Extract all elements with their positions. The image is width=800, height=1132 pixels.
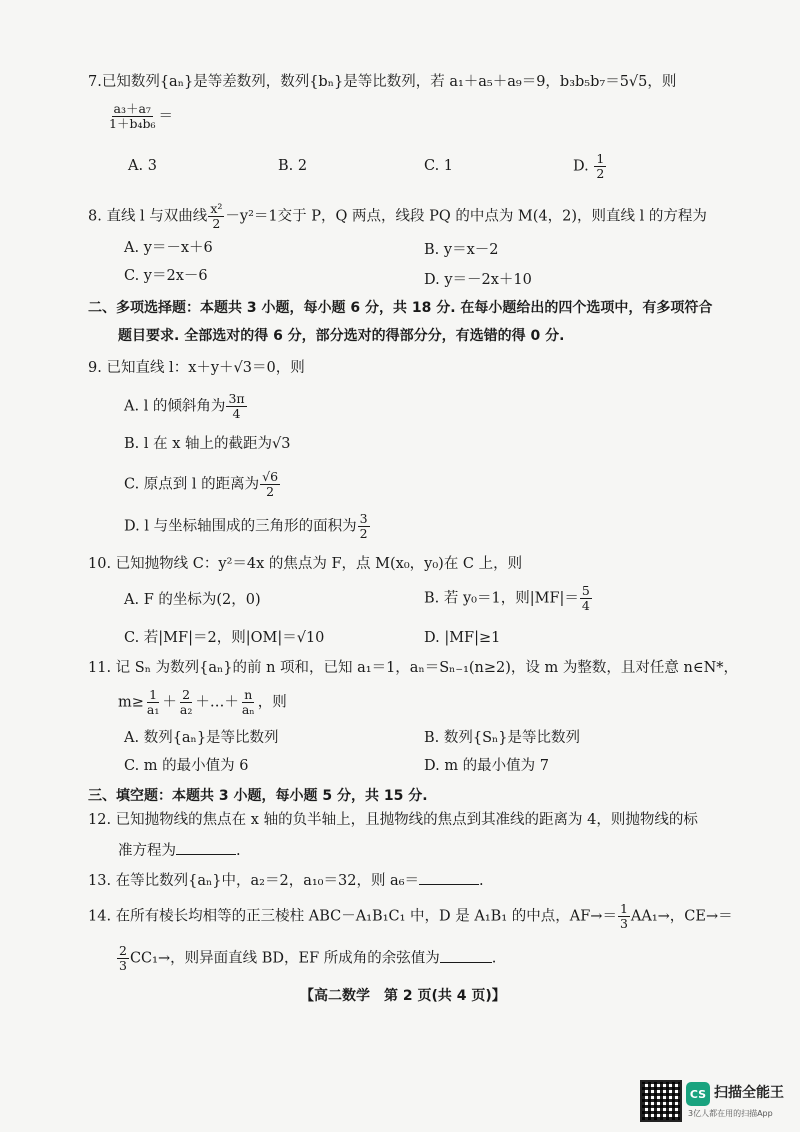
camscanner-name: 扫描全能王 (714, 1085, 784, 1101)
q8-option-d: D. y＝－2x＋10 (424, 272, 532, 288)
q14-vector-aa1: AA₁→ (630, 908, 670, 925)
q10-option-b (424, 584, 593, 613)
q8-option-a: A. y＝－x＋6 (124, 240, 213, 256)
q9-option-c-numerator: √6 (262, 469, 279, 484)
q9-stem: 9. 已知直线 l：x＋y＋√3＝0，则 (88, 360, 305, 376)
q7-option-a: A. 3 (128, 158, 157, 174)
q10-option-a: A. F 的坐标为(2，0) (124, 592, 261, 608)
q8-hyperbola-fraction (208, 202, 224, 231)
q11-ineq-pre: m≥ (118, 694, 144, 711)
q14-fraction-2 (117, 944, 129, 973)
q14-vector-cc1: CC₁→ (129, 950, 171, 967)
q9-option-a-numerator: 3π (228, 391, 245, 406)
q14-fraction-1-numerator: 1 (619, 901, 628, 916)
q9-option-d-fraction (358, 512, 370, 541)
q11-term-2-numerator: 2 (182, 687, 191, 702)
q9-option-d-text: D. l 与坐标轴围成的三角形的面积为 (124, 518, 357, 535)
q11-stem: 11. 记 Sₙ 为数列{aₙ}的前 n 项和，已知 a₁＝1，aₙ＝Sₙ₋₁(n≥2)，设 m 为整数，且对任意 n∈N*， (88, 660, 739, 676)
q13-period: . (479, 873, 484, 889)
q14-text: 14. 在所有棱长均相等的正三棱柱 ABC－A₁B₁C₁ 中，D 是 A₁B₁ 的中点， (88, 908, 570, 925)
q7-stem: 7.已知数列{aₙ}是等差数列，数列{bₙ}是等比数列，若 a₁＋a₅＋a₉＝9，b₃b₅b₇＝5√5，则 (88, 74, 677, 90)
q11-term-1 (145, 688, 161, 717)
q11-option-d: D. m 的最小值为 7 (424, 758, 550, 774)
q11-option-b: B. 数列{Sₙ}是等比数列 (424, 730, 581, 746)
q14-fraction-2-denominator: 3 (119, 958, 127, 973)
q9-option-a-fraction (226, 392, 246, 421)
q10-option-b-denominator: 4 (581, 598, 590, 613)
q7-option-c: C. 1 (424, 158, 454, 174)
q14-text-2: ，则异面直线 BD，EF 所成角的余弦值为 (170, 950, 440, 967)
q7-expression (106, 102, 173, 131)
q10-stem: 10. 已知抛物线 C：y²＝4x 的焦点为 F，点 M(x₀，y₀)在 C 上，则 (88, 556, 523, 572)
q9-option-c (124, 470, 281, 499)
q7-fraction (107, 102, 157, 131)
q7-option-d-label: D. (573, 158, 589, 175)
q9-option-d-denominator: 2 (359, 526, 368, 541)
section-2-heading: 二、多项选择题：本题共 3 小题，每小题 6 分，共 18 分. 在每小题给出的四个选项中，有多项符合 (88, 300, 713, 316)
q7-option-d-fraction (594, 152, 606, 181)
q12-answer-blank[interactable] (176, 840, 236, 855)
q7-option-d-denominator: 2 (596, 166, 605, 181)
q9-option-d (124, 512, 371, 541)
q13-text: 13. 在等比数列{aₙ}中，a₂＝2，a₁₀＝32，则 a₆＝ (88, 873, 420, 889)
q10-option-b-text: B. 若 y₀＝1，则|MF|＝ (424, 590, 579, 607)
q9-option-d-numerator: 3 (359, 511, 368, 526)
q12-stem: 12. 已知抛物线的焦点在 x 轴的负半轴上，且抛物线的焦点到其准线的距离为 4，则抛物线的标 (88, 812, 698, 828)
q14-eq1: ＝ (602, 908, 617, 925)
q11-option-a: A. 数列{aₙ}是等比数列 (124, 730, 279, 746)
q14-vector-ce: CE→ (684, 908, 719, 925)
q14-fraction-1 (618, 902, 630, 931)
section-3-heading: 三、填空题：本题共 3 小题，每小题 5 分，共 15 分. (88, 788, 428, 804)
q9-option-a-denominator: 4 (232, 406, 241, 421)
q11-option-c: C. m 的最小值为 6 (124, 758, 249, 774)
q8-fraction-denominator: 2 (212, 216, 221, 231)
q8-fraction-numerator: x² (210, 201, 223, 216)
q10-option-c: C. 若|MF|＝2，则|OM|＝√10 (124, 630, 325, 646)
section-2-heading-cont: 题目要求. 全部选对的得 6 分，部分选对的得部分分，有选错的得 0 分. (118, 328, 565, 344)
q9-option-b: B. l 在 x 轴上的截距为√3 (124, 436, 291, 452)
q11-term-n-numerator: n (244, 687, 253, 702)
q11-plus-2: ＋…＋ (195, 694, 239, 711)
q10-option-d: D. |MF|≥1 (424, 630, 501, 646)
q9-option-a-text: A. l 的倾斜角为 (124, 398, 226, 415)
q8-stem-post: －y²＝1交于 P，Q 两点，线段 PQ 的中点为 M(4，2)，则直线 l 的方程为 (225, 208, 707, 225)
q13-answer-blank[interactable] (419, 870, 479, 885)
page-footer: 【高二数学 第 2 页(共 4 页)】 (300, 988, 506, 1004)
q14-stem (88, 902, 733, 931)
q14-comma: ， (669, 908, 685, 925)
q8-stem-pre: 8. 直线 l 与双曲线 (88, 208, 208, 225)
q11-term-2-denominator: a₂ (179, 702, 193, 717)
q8-option-c: C. y＝2x－6 (124, 268, 208, 284)
q14-answer-blank[interactable] (440, 948, 492, 963)
q7-option-d (573, 152, 607, 181)
q11-term-n-denominator: aₙ (241, 702, 255, 717)
q13-stem (88, 870, 484, 891)
q7-option-b: B. 2 (278, 158, 308, 174)
q7-equals: ＝ (158, 108, 173, 125)
q11-term-2 (178, 688, 194, 717)
q10-option-b-fraction (580, 584, 592, 613)
q8-stem (88, 202, 707, 231)
q9-option-c-denominator: 2 (266, 484, 275, 499)
q12-period: . (236, 843, 241, 859)
q11-term-n (240, 688, 257, 717)
q9-option-a (124, 392, 248, 421)
q7-fraction-denominator: 1＋b₄b₆ (109, 116, 156, 131)
q10-option-b-numerator: 5 (581, 583, 590, 598)
q9-option-c-fraction (260, 470, 280, 499)
q11-term-1-numerator: 1 (149, 687, 158, 702)
q11-inequality (118, 688, 287, 717)
q8-option-b: B. y＝x－2 (424, 242, 499, 258)
q14-period: . (491, 950, 497, 967)
camscanner-logo-icon: CS (686, 1082, 710, 1106)
camscanner-tagline: 3亿人都在用的扫描App (688, 1109, 773, 1118)
q7-fraction-numerator: a₃＋a₇ (113, 101, 151, 116)
q12-stem-cont (118, 840, 241, 861)
q14-vector-af: AF→ (569, 908, 603, 925)
q7-option-d-numerator: 1 (596, 151, 605, 166)
q14-fraction-1-denominator: 3 (619, 916, 628, 931)
q11-ineq-post: ，则 (257, 694, 287, 711)
qr-code-icon (640, 1080, 682, 1122)
q9-option-c-text: C. 原点到 l 的距离为 (124, 476, 260, 493)
q14-fraction-2-numerator: 2 (119, 943, 127, 958)
q14-eq2: ＝ (718, 908, 733, 925)
q11-plus-1: ＋ (162, 694, 177, 711)
q11-term-1-denominator: a₁ (146, 702, 160, 717)
q14-stem-cont (116, 944, 496, 973)
q12-text: 准方程为 (118, 843, 176, 859)
